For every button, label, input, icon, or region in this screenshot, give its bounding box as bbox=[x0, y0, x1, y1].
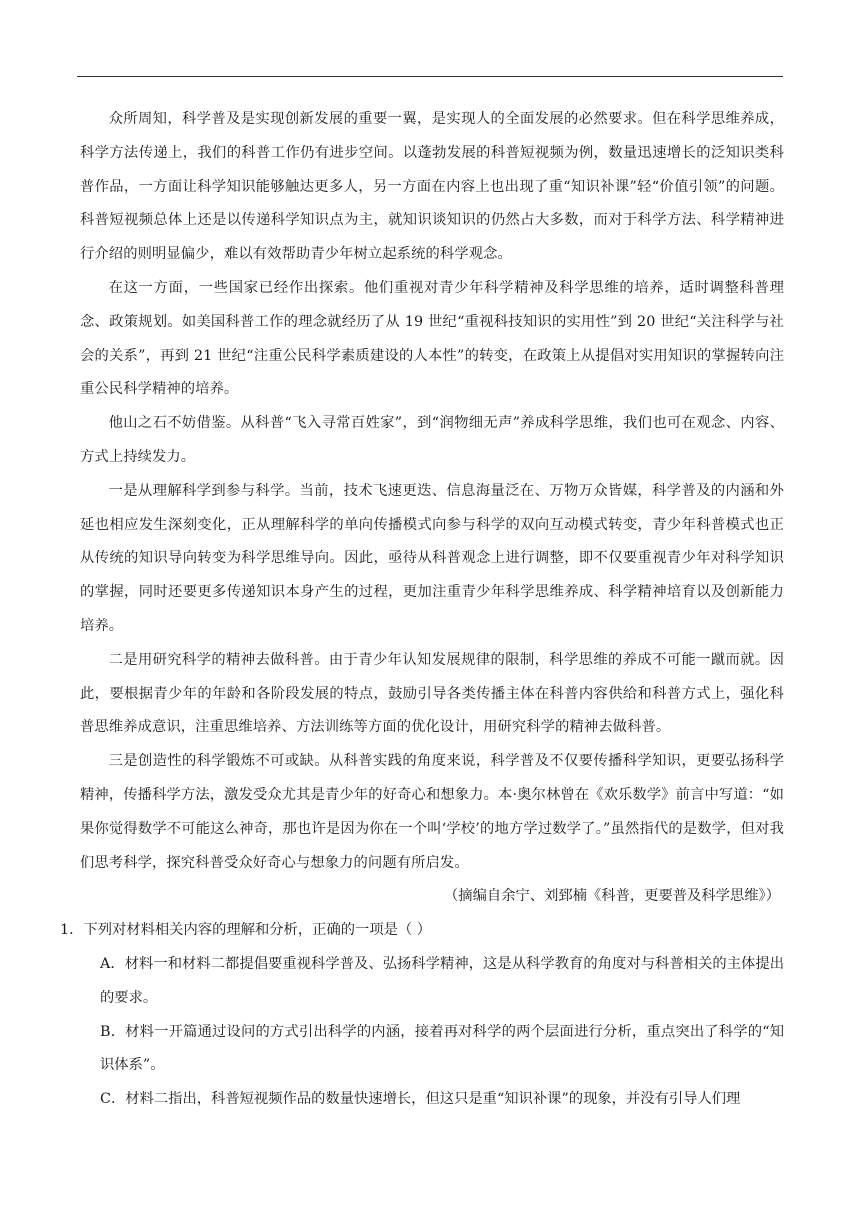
option-b: B．材料一开篇通过设问的方式引出科学的内涵，接着再对科学的两个层面进行分析，重点突出了科学的“知识体系”。 bbox=[100, 1023, 784, 1074]
option-c: C．材料二指出，科普短视频作品的数量快速增长，但这只是重“知识补课”的现象，并没有引导人们理 bbox=[100, 1091, 741, 1108]
passage-paragraph-4: 一是从理解科学到参与科学。当前，技术飞速更迭、信息海量泛在、万物万众皆媒，科学普及的内涵和外延也相应发生深刻变化，正从理解科学的单向传播模式向参与科学的双向互动模式转变，青少年科普模式也正从传统的知识导向转变为科学思维导向。因此，亟待从科普观念上进行调整，即不仅要重视青少年对科学知识的掌握，同时还要更多传递知识本身产生的过程，更加注重青少年科学思维养成、科学精神培育以及创新能力培养。 bbox=[80, 482, 784, 634]
passage-paragraph-3: 他山之石不妨借鉴。从科普“飞入寻常百姓家”，到“润物细无声”养成科学思维，我们也可在观念、内容、方式上持续发力。 bbox=[80, 415, 784, 465]
passage-paragraph-1: 众所周知，科学普及是实现创新发展的重要一翼，是实现人的全面发展的必然要求。但在科学思维养成，科学方法传递上，我们的科普工作仍有进步空间。以蓬勃发展的科普短视频为例，数量迅速增长的泛知识类科普作品，一方面让科学知识能够触达更多人，另一方面在内容上也出现了重“知识补课”轻“价值引领”的问题。科普短视频总体上还是以传递科学知识点为主，就知识谈知识的仍然占大多数，而对于科学方法、科学精神进行介绍的则明显偏少，难以有效帮助青少年树立起系统的科学观念。 bbox=[80, 111, 784, 263]
passage-paragraph-6: 三是创造性的科学锻炼不可或缺。从科普实践的角度来说，科学普及不仅要传播科学知识，更要弘扬科学精神，传播科学方法，激发受众尤其是青少年的好奇心和想象力。本·奥尔林曾在《欢乐数学》前言中写道：“如果你觉得数学不可能这么神奇，那也许是因为你在一个叫‘学校’的地方学过数学了。”虽然指代的是数学，但对我们思考科学，探究科普受众好奇心与想象力的问题有所启发。 bbox=[80, 753, 784, 871]
header-rule bbox=[77, 76, 783, 77]
passage-source: （摘编自余宁、刘郅楠《科普，更要普及科学思维》） bbox=[444, 888, 780, 905]
question-stem: 1．下列对材料相关内容的理解和分析，正确的一项是（ ） bbox=[60, 922, 432, 939]
passage-paragraph-5: 二是用研究科学的精神去做科普。由于青少年认知发展规律的限制，科学思维的养成不可能一蹴而就。因此，要根据青少年的年龄和各阶段发展的特点，鼓励引导各类传播主体在科普内容供给和科普方式上，强化科普思维养成意识，注重思维培养、方法训练等方面的优化设计，用研究科学的精神去做科普。 bbox=[80, 651, 784, 736]
option-a: A．材料一和材料二都提倡要重视科学普及、弘扬科学精神，这是从科学教育的角度对与科普相关的主体提出的要求。 bbox=[100, 955, 784, 1006]
document-body bbox=[60, 103, 784, 1117]
passage-paragraph-2: 在这一方面，一些国家已经作出探索。他们重视对青少年科学精神及科学思维的培养，适时调整科普理念、政策规划。如美国科普工作的理念就经历了从 19 世纪“重视科技知识的实用性”到 20 世纪“关注科学与社会的关系”，再到 21 世纪“注重公民科学素质建设的人本性”的转变，在政策上从提倡对实用知识的掌握转向注重公民科学精神的培养。 bbox=[80, 279, 784, 398]
